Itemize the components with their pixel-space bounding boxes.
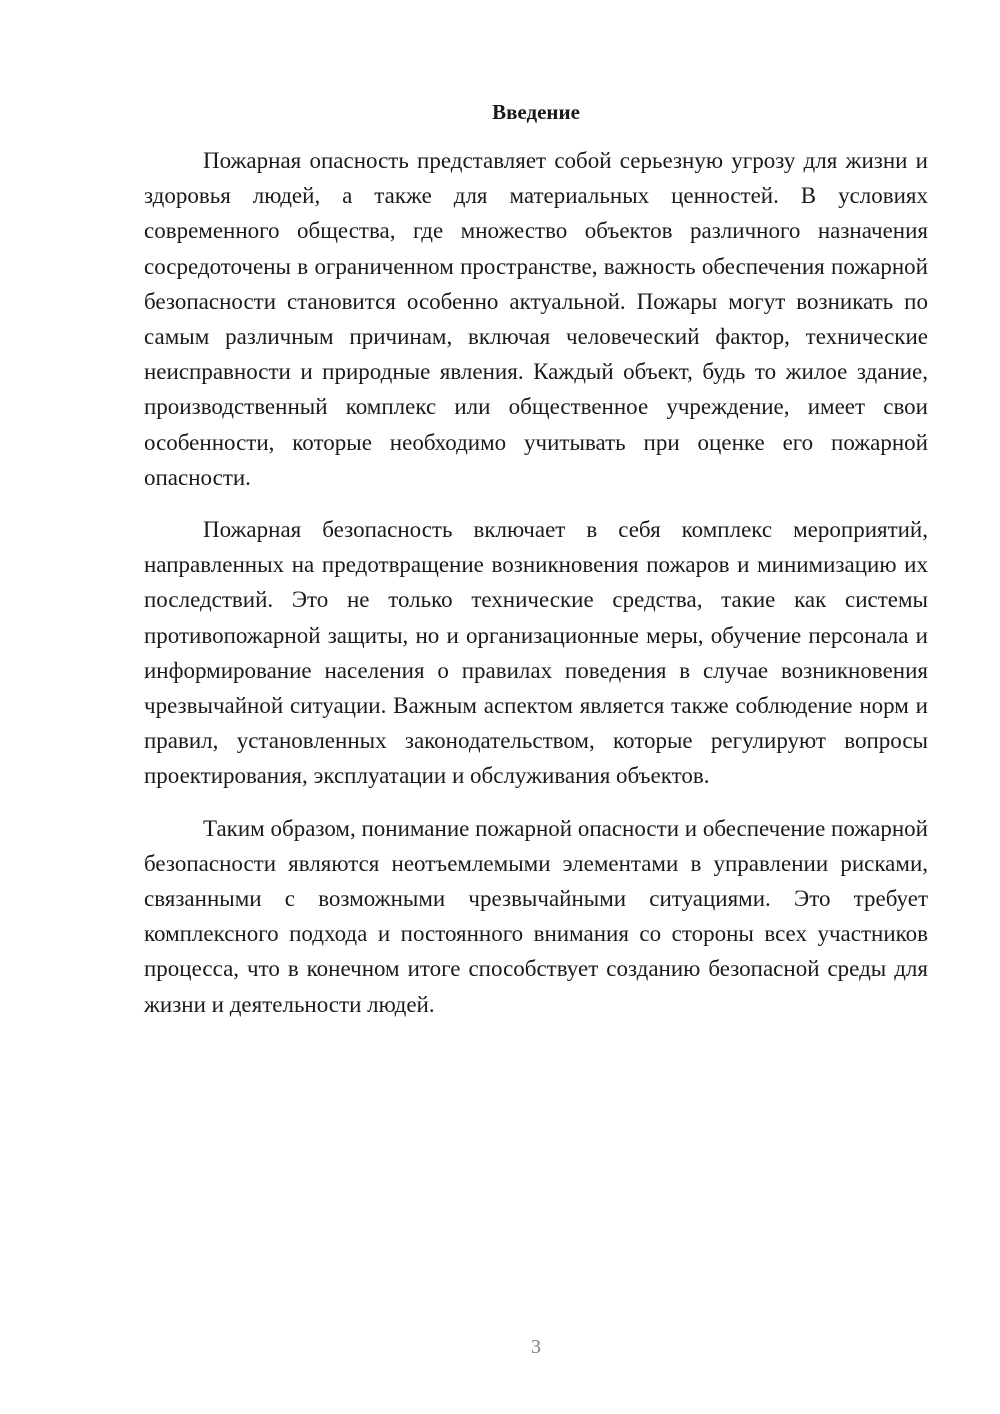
paragraph-2: Пожарная безопасность включает в себя комплекс мероприятий, направленных на предотвращение возникновения пожаров и минимизацию их последствий. Это не только технические средства, такие как системы противопожарной защиты, но и организационные меры, обучение персонала и информирование населения о правилах поведения в случае возникновения чрезвычайной ситуации. Важным аспектом является также соблюдение норм и правил, установленных законодательством, которые регулируют вопросы проектирования, эксплуатации и обслуживания объектов.: [144, 517, 928, 789]
paragraph-3: Таким образом, понимание пожарной опасности и обеспечение пожарной безопасности являются неотъемлемыми элементами в управлении рисками, связанными с возможными чрезвычайными ситуациями. Это требует комплексного подхода и постоянного внимания со стороны всех участников процесса, что в конечном итоге способствует созданию безопасной среды для жизни и деятельности людей.: [144, 815, 928, 1017]
page-number: 3: [531, 1336, 541, 1358]
paragraph-1: Пожарная опасность представляет собой серьезную угрозу для жизни и здоровья людей, а также для материальных ценностей. В условиях современного общества, где множество объектов различного назначения сосредоточены в ограниченном пространстве, важность обеспечения пожарной безопасности становится особенно актуальной. Пожары могут возникать по самым различным причинам, включая человеческий фактор, технические неисправности и природные явления. Каждый объект, будь то жилое здание, производственный комплекс или общественное учреждение, имеет свои особенности, которые необходимо учитывать при оценке его пожарной опасности.: [144, 148, 928, 490]
body-text: [144, 143, 928, 1022]
section-heading: Введение: [492, 100, 580, 124]
